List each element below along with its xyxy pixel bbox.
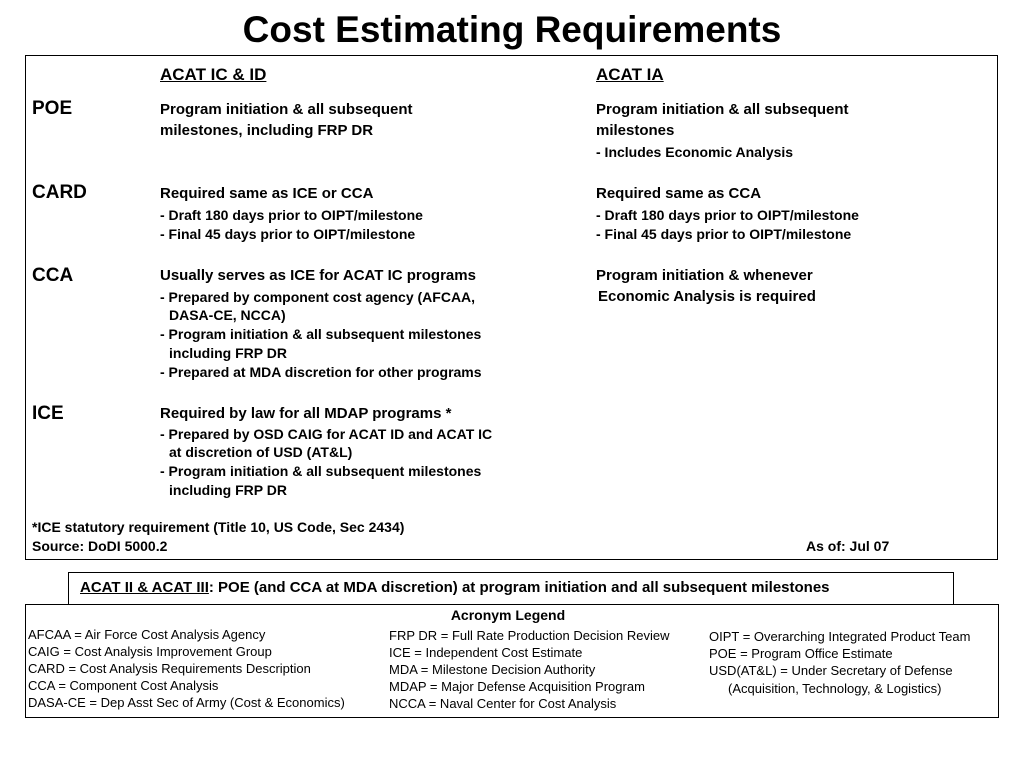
poe-left-line: Program initiation & all subsequent bbox=[160, 101, 413, 118]
ice-left-line: Required by law for all MDAP programs * bbox=[160, 405, 452, 422]
row-label-card: CARD bbox=[32, 182, 87, 203]
legend-item: CAIG = Cost Analysis Improvement Group bbox=[28, 644, 272, 659]
legend-item: CARD = Cost Analysis Requirements Description bbox=[28, 661, 311, 676]
cca-left-line: - Program initiation & all subsequent milestones bbox=[160, 326, 482, 342]
row-label-ice: ICE bbox=[32, 403, 64, 424]
ice-left-line: - Program initiation & all subsequent milestones bbox=[160, 463, 482, 479]
legend-item: MDA = Milestone Decision Authority bbox=[389, 662, 596, 677]
cca-left-line: - Prepared at MDA discretion for other programs bbox=[160, 364, 482, 380]
card-left-line: Required same as ICE or CCA bbox=[160, 185, 374, 202]
legend-item: MDAP = Major Defense Acquisition Program bbox=[389, 679, 645, 694]
card-left-line: - Draft 180 days prior to OIPT/milestone bbox=[160, 207, 423, 223]
card-right-line: - Final 45 days prior to OIPT/milestone bbox=[596, 226, 852, 242]
poe-right-line: - Includes Economic Analysis bbox=[596, 144, 794, 160]
poe-right-line: Program initiation & all subsequent bbox=[596, 101, 849, 118]
acat-ii-iii-label: ACAT II & ACAT III bbox=[80, 579, 209, 596]
legend-item: DASA-CE = Dep Asst Sec of Army (Cost & Economics) bbox=[28, 695, 345, 710]
cca-right-line: Economic Analysis is required bbox=[598, 288, 816, 305]
cca-left-line: Usually serves as ICE for ACAT IC programs bbox=[160, 267, 476, 284]
acat-ii-iii-detail: : POE (and CCA at MDA discretion) at program initiation and all subsequent milestones bbox=[208, 579, 830, 596]
card-right-line: Required same as CCA bbox=[596, 185, 762, 202]
legend-title: Acronym Legend bbox=[450, 607, 566, 623]
column-header-acat-ic-id: ACAT IC & ID bbox=[160, 65, 267, 84]
card-right-line: - Draft 180 days prior to OIPT/milestone bbox=[596, 207, 859, 223]
ice-left-line: including FRP DR bbox=[169, 482, 287, 498]
cca-right-line: Program initiation & whenever bbox=[596, 267, 813, 284]
legend-item: USD(AT&L) = Under Secretary of Defense bbox=[709, 663, 953, 678]
legend-item: POE = Program Office Estimate bbox=[709, 646, 893, 661]
card-left-line: - Final 45 days prior to OIPT/milestone bbox=[160, 226, 416, 242]
ice-left-line: at discretion of USD (AT&L) bbox=[169, 444, 353, 460]
row-label-poe: POE bbox=[32, 98, 73, 119]
cca-left-line: including FRP DR bbox=[169, 345, 287, 361]
legend-item: AFCAA = Air Force Cost Analysis Agency bbox=[28, 627, 266, 642]
as-of-date: As of: Jul 07 bbox=[806, 538, 890, 554]
source: Source: DoDI 5000.2 bbox=[32, 538, 168, 554]
cca-left-line: DASA-CE, NCCA) bbox=[169, 307, 286, 323]
cca-left-line: - Prepared by component cost agency (AFCAA, bbox=[160, 289, 476, 305]
footnote: *ICE statutory requirement (Title 10, US Code, Sec 2434) bbox=[32, 519, 405, 535]
poe-right-line: milestones bbox=[596, 122, 675, 139]
legend-item: NCCA = Naval Center for Cost Analysis bbox=[389, 696, 617, 711]
column-header-acat-ia: ACAT IA bbox=[596, 65, 664, 84]
legend-item: ICE = Independent Cost Estimate bbox=[389, 645, 583, 660]
legend-item: (Acquisition, Technology, & Logistics) bbox=[728, 681, 942, 696]
legend-item: OIPT = Overarching Integrated Product Team bbox=[709, 629, 971, 644]
legend-item: FRP DR = Full Rate Production Decision Review bbox=[389, 628, 670, 643]
ice-left-line: - Prepared by OSD CAIG for ACAT ID and ACAT IC bbox=[160, 426, 493, 442]
page-title: Cost Estimating Requirements bbox=[242, 9, 782, 50]
row-label-cca: CCA bbox=[32, 265, 74, 286]
legend-item: CCA = Component Cost Analysis bbox=[28, 678, 219, 693]
poe-left-line: milestones, including FRP DR bbox=[160, 122, 374, 139]
acat-ii-iii-text bbox=[80, 579, 830, 596]
